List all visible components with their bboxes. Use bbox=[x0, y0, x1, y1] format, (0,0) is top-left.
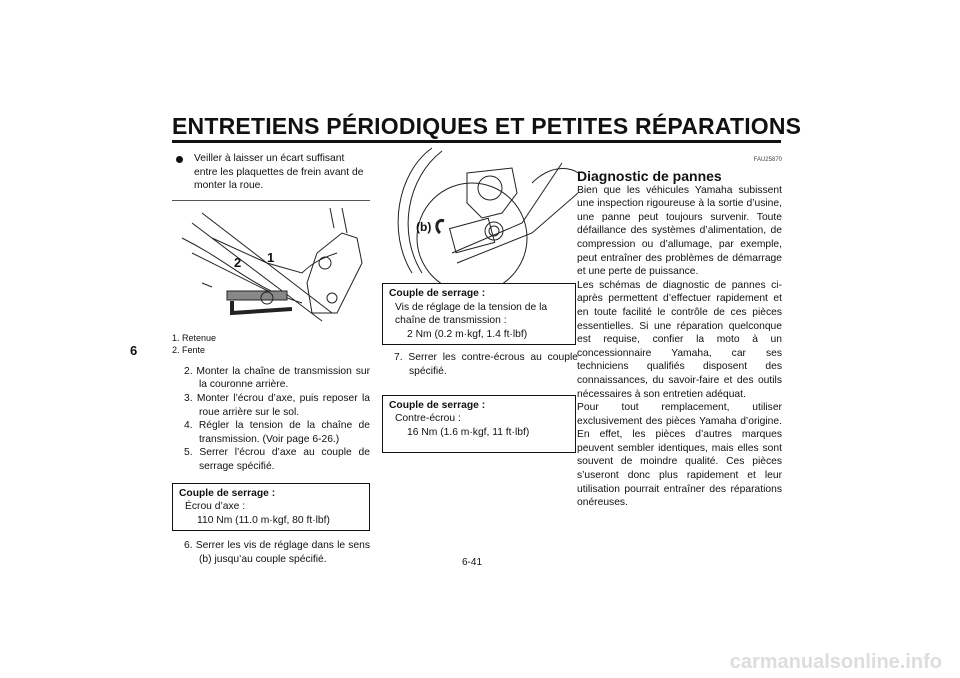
box-title: Couple de serrage : bbox=[179, 487, 276, 499]
bullet-icon bbox=[176, 156, 183, 163]
paragraph-3: Pour tout remplacement, utiliser exclusivement des pièces Yamaha d’origine. En effet, les pièces d’autres marques peuvent sembler identiques, mais elles sont souvent de moindre qualité. Ces pièces s’useront donc plus rapidement et leur utilisation pourrait entraîner des réparations onéreuses. bbox=[577, 402, 782, 509]
paragraph-1: Bien que les véhicules Yamaha subissent une inspection rigoureuse à la sortie d’usine, une panne peut toujours survenir. Toute défaillance des systèmes d’alimentation, de compression ou d’allumage, par exemple, peut entraîner des problèmes de démarrage et une perte de puissance. bbox=[577, 184, 782, 278]
column-3 bbox=[577, 154, 782, 510]
page-title: ENTRETIENS PÉRIODIQUES ET PETITES RÉPARATIONS bbox=[172, 113, 802, 139]
box-title: Couple de serrage : bbox=[389, 288, 486, 299]
chain-adjuster-illustration bbox=[382, 143, 578, 283]
brake-caliper-illustration bbox=[172, 203, 370, 331]
torque-box-axle-nut bbox=[172, 483, 370, 532]
box-item: Vis de réglage de la tension de la chaîne de transmission : bbox=[395, 301, 548, 327]
torque-box-adjusting-bolt bbox=[382, 283, 576, 345]
step-2: 2. Monter la chaîne de transmission sur la couronne arrière. bbox=[184, 365, 370, 391]
step-6: 6. Serrer les vis de réglage dans le sens (b) jusqu’au couple spécifié. bbox=[184, 540, 370, 565]
section-heading: Diagnostic de pannes bbox=[577, 167, 722, 184]
chapter-tab: 6 bbox=[130, 343, 138, 358]
step-4: 4. Régler la tension de la chaîne de transmission. (Voir page 6-26.) bbox=[184, 420, 370, 445]
box-title: Couple de serrage : bbox=[389, 399, 486, 411]
box-value: 16 Nm (1.6 m·kgf, 11 ft·lbf) bbox=[407, 426, 530, 438]
caption-2: 2. Fente bbox=[172, 345, 206, 356]
figure-label-2: 2 bbox=[234, 255, 242, 270]
box-value: 110 Nm (11.0 m·kgf, 80 ft·lbf) bbox=[197, 514, 330, 526]
divider bbox=[172, 200, 370, 201]
figure-label-1: 1 bbox=[267, 250, 275, 265]
step-5: 5. Serrer l’écrou d’axe au couple de serrage spécifié. bbox=[184, 447, 370, 472]
step-7: 7. Serrer les contre-écrous au couple spécifié. bbox=[394, 352, 578, 377]
page-number: 6-41 bbox=[462, 557, 483, 568]
column-1 bbox=[172, 152, 370, 567]
torque-box-locknut bbox=[382, 395, 576, 454]
figure-label-b: (b) bbox=[416, 220, 432, 234]
step-3: 3. Monter l’écrou d’axe, puis reposer la roue arrière sur le sol. bbox=[184, 392, 370, 418]
caution-bullet bbox=[172, 152, 370, 193]
column-2 bbox=[382, 140, 578, 453]
caption-1: 1. Retenue bbox=[172, 332, 217, 343]
reference-code: FAU25870 bbox=[753, 157, 782, 163]
box-item: Contre-écrou : bbox=[395, 413, 461, 425]
paragraph-2: Les schémas de diagnostic de pannes ci-après permettent d’effectuer rapidement et en toute facilité le contrôle de ces pièces essentielles. Si une réparation quelconque est requise, confier la moto à un concessionnaire Yamaha, car ses techniciens qualifiés disposent des connaissances, du savoir-faire et des outils nécessaires à son entretien adéquat. bbox=[577, 279, 782, 400]
box-item: Écrou d’axe : bbox=[185, 501, 246, 513]
box-value: 2 Nm (0.2 m·kgf, 1.4 ft·lbf) bbox=[407, 328, 528, 340]
watermark: carmanualsonline.info bbox=[729, 651, 942, 674]
bullet-text: Veiller à laisser un écart suffisant entre les plaquettes de frein avant de monter la roue. bbox=[194, 153, 364, 192]
